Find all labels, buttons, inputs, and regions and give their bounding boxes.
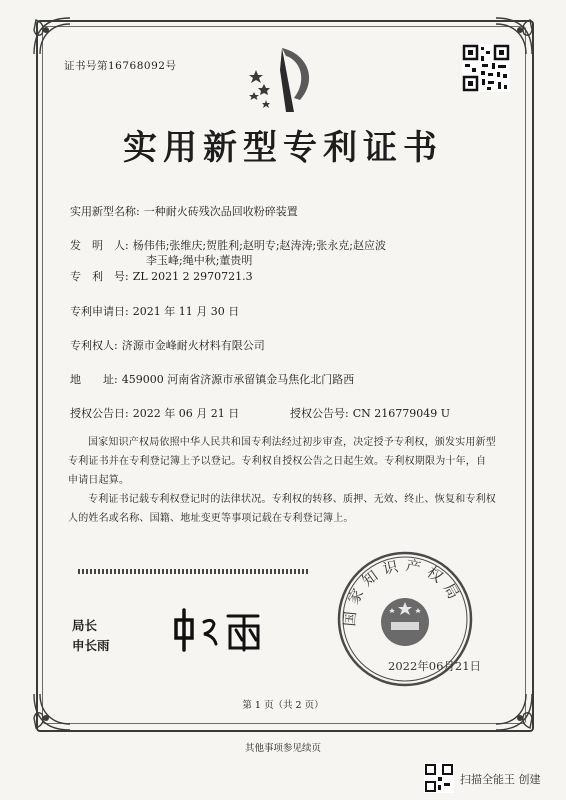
address-value: 459000 河南省济源市承留镇金马焦化北门路西 <box>121 373 355 386</box>
certificate-number: 证书号第16768092号 <box>64 60 177 72</box>
field-application-date <box>70 303 239 319</box>
patent-holder-value: 济源市金峰耐火材料有限公司 <box>121 339 265 352</box>
qr-code-icon <box>462 44 510 92</box>
grant-number-label: 授权公告号: <box>290 407 349 420</box>
grant-number-value: CN 216779049 U <box>352 407 451 420</box>
application-date-value: 2021 年 11 月 30 日 <box>132 305 240 318</box>
seal-date: 2022年06月21日 <box>388 659 482 673</box>
utility-model-name-label: 实用新型名称: <box>70 205 140 218</box>
patent-emblem-icon <box>230 40 330 120</box>
field-patent-number <box>70 268 253 284</box>
inventor-value-line2: 李玉峰;绳中秋;董贵明 <box>146 254 253 267</box>
corner-ornament-bottom-left <box>30 688 76 734</box>
signer-title: 局长 <box>72 618 98 633</box>
application-date-label: 专利申请日: <box>70 305 129 318</box>
handwritten-signature <box>170 600 290 656</box>
continuation-note: 其他事项参见续页 <box>244 743 321 754</box>
grant-statement-paragraph: 国家知识产权局依照中华人民共和国专利法经过初步审查，决定授予专利权，颁发实用新型专利证书并在专利登记簿上予以登记。专利权自授权公告之日起生效。专利权期限为十年，自申请日起算。 <box>68 437 496 486</box>
patent-number-label: 专 利 号: <box>70 270 129 283</box>
grant-date-label: 授权公告日: <box>70 407 129 420</box>
certificate-title: 实用新型专利证书 <box>123 128 443 168</box>
signer-name: 申长雨 <box>72 638 110 653</box>
address-label: 地 址: <box>70 373 118 386</box>
legal-status-paragraph: 专利证书记载专利权登记时的法律状况。专利权的转移、质押、无效、终止、恢复和专利权人的姓名或名称、国籍、地址变更等事项记载在专利登记簿上。 <box>68 494 496 524</box>
patent-holder-label: 专利权人: <box>70 339 118 352</box>
corner-ornament-top-left <box>30 14 76 60</box>
page-indicator: 第 1 页（共 2 页） <box>242 700 324 711</box>
field-grant-date <box>70 405 239 421</box>
field-address <box>70 371 354 387</box>
patent-number-value: ZL 2021 2 2970721.3 <box>132 270 253 283</box>
field-utility-model-name <box>70 203 298 219</box>
dotted-divider <box>78 569 310 574</box>
svg-text:国家知识产权局: 国家知识产权局 <box>340 556 466 628</box>
grant-date-value: 2022 年 06 月 21 日 <box>132 407 240 420</box>
inventor-label: 发 明 人: <box>70 239 129 252</box>
corner-ornament-bottom-right <box>490 688 536 734</box>
field-inventor <box>70 237 386 253</box>
camscanner-icon <box>424 763 454 793</box>
inventor-value-line1: 杨伟伟;张维庆;贺胜利;赵明专;赵涛涛;张永克;赵应波 <box>132 239 386 252</box>
field-grant-number <box>290 405 450 421</box>
camscanner-watermark: 扫描全能王 创建 <box>460 773 541 786</box>
field-patent-holder <box>70 337 265 353</box>
utility-model-name-value: 一种耐火砖残次品回收粉碎装置 <box>143 205 298 218</box>
